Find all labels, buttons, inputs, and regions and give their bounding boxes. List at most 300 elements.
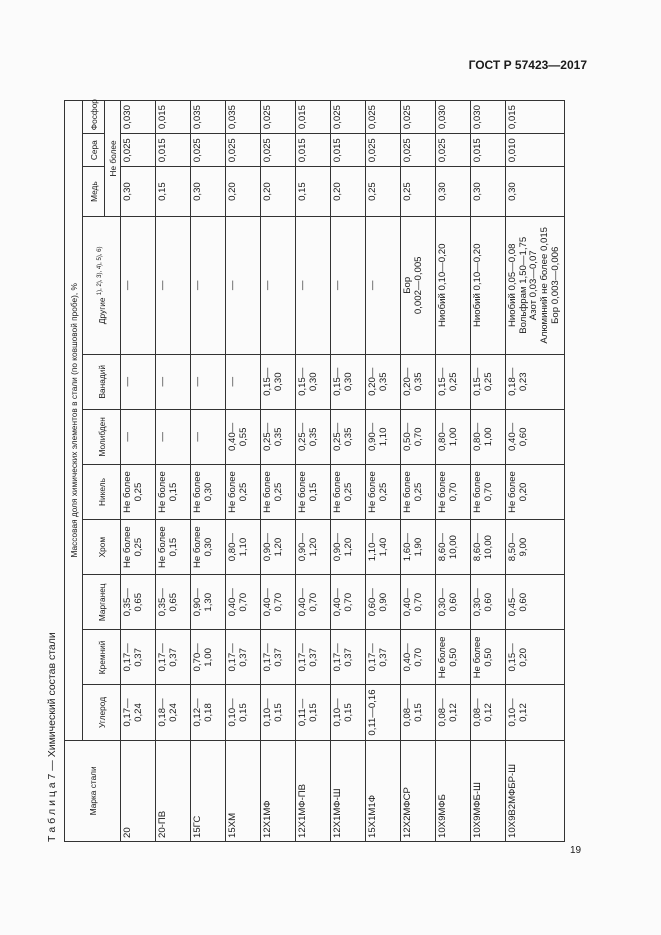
nickel-value: 0,25	[377, 482, 389, 502]
sulfur-value: 0,025	[191, 134, 226, 167]
phosphorus-value: 0,015	[296, 101, 331, 134]
sulfur-value: 0,025	[261, 134, 296, 167]
molybdenum-value: 0,35	[272, 427, 284, 447]
chromium-cell	[226, 520, 261, 575]
nickel-value: 0,25	[342, 482, 354, 502]
molybdenum-value: 0,80—	[472, 422, 483, 452]
molybdenum-cell	[366, 409, 401, 464]
nickel-value: Не более	[402, 471, 413, 513]
chromium-cell	[436, 520, 471, 575]
phosphorus-value: 0,030	[436, 101, 471, 134]
molybdenum-value: 0,55	[237, 427, 249, 447]
carbon-cell	[436, 685, 471, 740]
element-header: Молибден	[83, 409, 121, 464]
silicon-value: 0,50	[447, 648, 459, 667]
manganese-value: 0,65	[132, 592, 144, 612]
manganese-cell	[261, 575, 296, 630]
silicon-value: 0,37	[377, 648, 389, 667]
carbon-value: 0,15	[272, 703, 284, 722]
not-more-header: Не более	[105, 101, 121, 217]
phosphorus-value: 0,015	[156, 101, 191, 134]
other-elements-cell	[226, 216, 261, 354]
molybdenum-value: 0,40—	[507, 422, 518, 452]
table-row	[191, 101, 226, 842]
molybdenum-cell	[471, 409, 506, 464]
manganese-value: 1,30	[202, 592, 214, 612]
carbon-value: 0,12	[517, 703, 529, 722]
manganese-value: 0,40—	[297, 588, 308, 617]
carbon-value: 0,24	[132, 703, 144, 722]
silicon-value: 0,37	[272, 648, 284, 667]
manganese-cell	[401, 575, 436, 630]
carbon-value: 0,10—	[332, 698, 343, 727]
nickel-value: Не более	[227, 471, 238, 513]
vanadium-value: 0,15—	[262, 367, 273, 396]
carbon-cell	[331, 685, 366, 740]
table-row	[156, 101, 191, 842]
vanadium-value: 0,20—	[402, 367, 413, 396]
molybdenum-value: 0,60	[517, 427, 529, 447]
steel-grade: 15ГС	[191, 740, 226, 841]
steel-grade: 12Х2МФСР	[401, 740, 436, 841]
other-elements-value: —	[157, 280, 168, 291]
silicon-value: 0,40—	[402, 643, 413, 672]
carbon-cell	[471, 685, 506, 740]
manganese-value: 0,60—	[367, 588, 378, 617]
copper-value: 0,30	[471, 167, 506, 217]
nickel-cell	[121, 464, 156, 519]
silicon-value: 0,17—	[297, 643, 308, 672]
molybdenum-value: 1,10	[377, 427, 389, 447]
chromium-value: Не более	[122, 526, 133, 569]
vanadium-cell	[401, 354, 436, 409]
manganese-value: 0,40—	[402, 588, 413, 617]
nickel-cell	[156, 464, 191, 519]
vanadium-cell	[156, 354, 191, 409]
molybdenum-cell	[401, 409, 436, 464]
vanadium-value: 0,35	[412, 372, 424, 392]
element-header: Кремний	[83, 630, 121, 685]
manganese-cell	[226, 575, 261, 630]
copper-value: 0,30	[191, 167, 226, 217]
molybdenum-value: 0,35	[307, 427, 319, 447]
steel-grade: 10Х9В2МФБР-Ш	[506, 740, 565, 841]
nickel-value: Не более	[262, 471, 273, 513]
other-elements-value: —	[332, 280, 343, 291]
copper-value: 0,25	[366, 167, 401, 217]
copper-value: 0,15	[156, 167, 191, 217]
steel-grade: 20-ПВ	[156, 740, 191, 841]
chromium-value: 0,30	[202, 537, 214, 557]
nickel-value: Не более	[437, 471, 448, 513]
other-elements-cell	[191, 216, 226, 354]
other-elements-value: Ниобий 0,05—0,08	[507, 243, 518, 328]
carbon-cell	[121, 685, 156, 740]
copper-value: 0,20	[331, 167, 366, 217]
vanadium-value: 0,23	[517, 372, 529, 392]
manganese-value: 0,35—	[157, 588, 168, 617]
molybdenum-value: —	[157, 432, 168, 442]
element-header: Никель	[83, 464, 121, 519]
nickel-value: 0,25	[132, 482, 144, 502]
phosphorus-header: Фосфор	[83, 101, 105, 134]
copper-value: 0,30	[506, 167, 565, 217]
carbon-value: 0,12—	[192, 698, 203, 727]
vanadium-cell	[191, 354, 226, 409]
other-elements-value: 0,002—0,005	[412, 256, 424, 315]
other-elements-value: —	[192, 280, 203, 291]
steel-grade: 10Х9МФБ-Ш	[471, 740, 506, 841]
chromium-cell	[261, 520, 296, 575]
carbon-cell	[226, 685, 261, 740]
chromium-value: Не более	[192, 526, 203, 569]
nickel-value: Не более	[367, 471, 378, 513]
carbon-cell	[261, 685, 296, 740]
vanadium-cell	[261, 354, 296, 409]
molybdenum-value: 0,80—	[437, 422, 448, 452]
molybdenum-value: 0,40—	[227, 422, 238, 452]
silicon-value: 0,17—	[157, 643, 168, 672]
page-number: 19	[570, 845, 582, 856]
carbon-cell	[191, 685, 226, 740]
vanadium-value: —	[227, 376, 238, 387]
vanadium-value: —	[157, 376, 168, 387]
chromium-value: 8,60—	[437, 532, 448, 562]
steel-grade: 12Х1МФ	[261, 740, 296, 841]
table-row	[471, 101, 506, 842]
carbon-value: 0,15	[237, 703, 249, 722]
element-header: Марганец	[83, 575, 121, 630]
nickel-cell	[191, 464, 226, 519]
manganese-cell	[121, 575, 156, 630]
carbon-value: 0,15	[342, 703, 354, 722]
silicon-cell	[226, 630, 261, 685]
phosphorus-value: 0,025	[261, 101, 296, 134]
manganese-value: 0,40—	[262, 588, 273, 617]
silicon-value: 0,37	[132, 648, 144, 667]
silicon-cell	[471, 630, 506, 685]
nickel-cell	[296, 464, 331, 519]
silicon-cell	[121, 630, 156, 685]
other-elements-cell	[401, 216, 436, 354]
sulfur-value: 0,025	[401, 134, 436, 167]
chromium-cell	[471, 520, 506, 575]
molybdenum-value: 1,00	[482, 427, 494, 447]
nickel-value: 0,25	[272, 482, 284, 502]
vanadium-value: 0,25	[447, 372, 459, 392]
other-elements-header: Другие $^{1), 2), 3), 4), 5), 6)}$	[83, 216, 121, 354]
chromium-value: 1,20	[307, 537, 319, 557]
nickel-value: Не более	[507, 471, 518, 513]
manganese-cell	[436, 575, 471, 630]
nickel-cell	[506, 464, 565, 519]
molybdenum-value: 0,90—	[367, 422, 378, 452]
molybdenum-cell	[156, 409, 191, 464]
vanadium-value: 0,30	[307, 372, 319, 392]
silicon-cell	[436, 630, 471, 685]
table-row	[226, 101, 261, 842]
manganese-value: 0,40—	[332, 588, 343, 617]
element-header: Хром	[83, 520, 121, 575]
carbon-cell	[296, 685, 331, 740]
silicon-cell	[296, 630, 331, 685]
phosphorus-value: 0,025	[401, 101, 436, 134]
carbon-value: 0,18	[202, 703, 214, 722]
table-row	[366, 101, 401, 842]
carbon-value: 0,12	[482, 703, 494, 722]
chromium-cell	[366, 520, 401, 575]
silicon-value: Не более	[437, 636, 448, 679]
vanadium-value: 0,18—	[507, 367, 518, 396]
other-elements-cell	[366, 216, 401, 354]
molybdenum-cell	[506, 409, 565, 464]
other-elements-value: Ниобий 0,10—0,20	[472, 243, 483, 328]
phosphorus-value: 0,035	[191, 101, 226, 134]
phosphorus-value: 0,030	[121, 101, 156, 134]
carbon-value: 0,10—	[507, 698, 518, 727]
vanadium-value: 0,20—	[367, 367, 378, 396]
vanadium-cell	[366, 354, 401, 409]
manganese-cell	[506, 575, 565, 630]
manganese-cell	[191, 575, 226, 630]
vanadium-cell	[226, 354, 261, 409]
carbon-value: 0,24	[167, 703, 179, 722]
other-elements-value: Азот 0,03—0,07	[528, 250, 540, 321]
vanadium-cell	[331, 354, 366, 409]
nickel-value: Не более	[122, 471, 133, 513]
silicon-cell	[401, 630, 436, 685]
manganese-value: 0,65	[167, 592, 179, 612]
manganese-value: 0,60	[517, 592, 529, 612]
copper-value: 0,15	[296, 167, 331, 217]
vanadium-value: —	[122, 376, 133, 387]
silicon-value: 0,70—	[192, 643, 203, 672]
silicon-cell	[191, 630, 226, 685]
molybdenum-value: 0,25—	[332, 422, 343, 452]
chromium-value: 0,15	[167, 537, 179, 557]
manganese-cell	[156, 575, 191, 630]
carbon-value: 0,17—	[122, 698, 133, 727]
vanadium-cell	[296, 354, 331, 409]
nickel-value: 0,15	[307, 482, 319, 502]
table-row	[401, 101, 436, 842]
molybdenum-value: —	[192, 432, 203, 442]
table-row	[296, 101, 331, 842]
silicon-value: 0,17—	[332, 643, 343, 672]
chromium-cell	[401, 520, 436, 575]
table-caption: Т а б л и ц а 7 — Химический состав стали	[46, 632, 58, 842]
other-elements-value: Бор	[402, 276, 413, 294]
steel-grade: 12Х1МФ-Ш	[331, 740, 366, 841]
chromium-value: 1,20	[272, 537, 284, 557]
nickel-cell	[471, 464, 506, 519]
chromium-value: 1,10—	[367, 532, 378, 562]
other-elements-cell	[506, 216, 565, 354]
steel-grade: 15ХМ	[226, 740, 261, 841]
chromium-cell	[296, 520, 331, 575]
phosphorus-value: 0,030	[471, 101, 506, 134]
chromium-value: 8,50—	[507, 532, 518, 562]
carbon-value: 0,10—	[227, 698, 238, 727]
silicon-value: 0,15—	[507, 643, 518, 672]
other-elements-cell	[121, 216, 156, 354]
silicon-cell	[156, 630, 191, 685]
chromium-value: 1,60—	[402, 532, 413, 562]
manganese-value: 0,40—	[227, 588, 238, 617]
carbon-value: 0,08—	[402, 698, 413, 727]
silicon-value: 0,17—	[367, 643, 378, 672]
molybdenum-value: 0,35	[342, 427, 354, 447]
molybdenum-cell	[331, 409, 366, 464]
nickel-value: 0,25	[412, 482, 424, 502]
chromium-value: Не более	[157, 526, 168, 569]
silicon-value: 0,20	[517, 648, 529, 667]
chromium-cell	[121, 520, 156, 575]
other-elements-cell	[261, 216, 296, 354]
manganese-cell	[296, 575, 331, 630]
chemical-composition-table	[64, 100, 565, 842]
nickel-cell	[366, 464, 401, 519]
document-code: ГОСТ Р 57423—2017	[468, 58, 587, 72]
table-row	[331, 101, 366, 842]
chromium-cell	[506, 520, 565, 575]
silicon-cell	[331, 630, 366, 685]
molybdenum-value: 0,70	[412, 427, 424, 447]
other-elements-value: —	[122, 280, 133, 291]
molybdenum-value: —	[122, 432, 133, 442]
molybdenum-value: 1,00	[447, 427, 459, 447]
other-elements-value: —	[367, 280, 378, 291]
molybdenum-cell	[191, 409, 226, 464]
silicon-value: 0,50	[482, 648, 494, 667]
nickel-value: 0,25	[237, 482, 249, 502]
chromium-value: 1,90	[412, 537, 424, 557]
steel-grade: 12Х1МФ-ПВ	[296, 740, 331, 841]
silicon-value: 0,17—	[122, 643, 133, 672]
nickel-value: Не более	[192, 471, 203, 513]
sulfur-value: 0,010	[506, 134, 565, 167]
element-header: Ванадий	[83, 354, 121, 409]
sulfur-value: 0,015	[156, 134, 191, 167]
vanadium-value: 0,15—	[297, 367, 308, 396]
carbon-value: 0,11—0,16	[367, 689, 378, 736]
chromium-value: 0,25	[132, 537, 144, 557]
steel-grade: 10Х9МФБ	[436, 740, 471, 841]
table-row	[506, 101, 565, 842]
copper-value: 0,20	[226, 167, 261, 217]
chromium-value: 9,00	[517, 537, 529, 557]
vanadium-value: 0,30	[342, 372, 354, 392]
other-elements-value: Вольфрам 1,50—1,75	[517, 236, 529, 334]
carbon-value: 0,08—	[437, 698, 448, 727]
vanadium-cell	[471, 354, 506, 409]
other-elements-cell	[156, 216, 191, 354]
phosphorus-value: 0,025	[331, 101, 366, 134]
other-elements-cell	[296, 216, 331, 354]
carbon-value: 0,15	[307, 703, 319, 722]
copper-header: Медь	[83, 167, 105, 217]
nickel-cell	[331, 464, 366, 519]
molybdenum-cell	[226, 409, 261, 464]
manganese-value: 0,60	[447, 592, 459, 612]
steel-grade: 20	[121, 740, 156, 841]
carbon-value: 0,12	[447, 703, 459, 722]
silicon-value: 0,37	[342, 648, 354, 667]
copper-value: 0,25	[401, 167, 436, 217]
manganese-value: 0,30—	[472, 588, 483, 617]
carbon-value: 0,18—	[157, 698, 168, 727]
molybdenum-value: 0,50—	[402, 422, 413, 452]
chromium-cell	[331, 520, 366, 575]
table-row	[121, 101, 156, 842]
silicon-cell	[261, 630, 296, 685]
manganese-value: 0,70	[272, 592, 284, 612]
chromium-value: 0,90—	[332, 532, 343, 562]
group-header: Массовая доля химических элементов в стали (по ковшовой пробе), %	[65, 101, 83, 741]
sulfur-value: 0,015	[296, 134, 331, 167]
manganese-cell	[331, 575, 366, 630]
other-elements-value: Ниобий 0,10—0,20	[437, 243, 448, 328]
manganese-value: 0,70	[307, 592, 319, 612]
sulfur-value: 0,025	[436, 134, 471, 167]
chromium-cell	[156, 520, 191, 575]
copper-value: 0,30	[436, 167, 471, 217]
manganese-value: 0,35—	[122, 588, 133, 617]
element-header: Углерод	[83, 685, 121, 740]
nickel-value: 0,30	[202, 482, 214, 502]
molybdenum-cell	[436, 409, 471, 464]
manganese-value: 0,70	[342, 592, 354, 612]
molybdenum-cell	[261, 409, 296, 464]
other-elements-value: —	[297, 280, 308, 291]
vanadium-cell	[121, 354, 156, 409]
other-elements-cell	[331, 216, 366, 354]
phosphorus-value: 0,015	[506, 101, 565, 134]
manganese-value: 0,45—	[507, 588, 518, 617]
manganese-cell	[366, 575, 401, 630]
silicon-value: Не более	[472, 636, 483, 679]
vanadium-value: 0,35	[377, 372, 389, 392]
silicon-value: 0,17—	[262, 643, 273, 672]
vanadium-value: 0,15—	[472, 367, 483, 396]
nickel-value: 0,70	[447, 482, 459, 502]
phosphorus-value: 0,035	[226, 101, 261, 134]
nickel-value: Не более	[472, 471, 483, 513]
chromium-value: 1,20	[342, 537, 354, 557]
silicon-value: 0,37	[237, 648, 249, 667]
chromium-value: 10,00	[447, 535, 459, 560]
molybdenum-cell	[296, 409, 331, 464]
steel-grade: 15Х1М1Ф	[366, 740, 401, 841]
vanadium-value: —	[192, 376, 203, 387]
nickel-cell	[226, 464, 261, 519]
manganese-value: 0,90—	[192, 588, 203, 617]
manganese-value: 0,70	[412, 592, 424, 612]
chromium-value: 10,00	[482, 535, 494, 560]
vanadium-value: 0,15—	[437, 367, 448, 396]
molybdenum-value: 0,25—	[297, 422, 308, 452]
sulfur-value: 0,025	[226, 134, 261, 167]
silicon-value: 0,37	[167, 648, 179, 667]
sulfur-value: 0,025	[366, 134, 401, 167]
other-elements-value: Алюминий не более 0,015	[539, 226, 551, 344]
chromium-cell	[191, 520, 226, 575]
other-elements-value: Бор 0,003—0,006	[549, 246, 561, 324]
nickel-value: 0,20	[517, 482, 529, 502]
carbon-value: 0,15	[412, 703, 424, 722]
grade-header: Марка стали	[65, 740, 121, 841]
silicon-value: 0,70	[412, 648, 424, 667]
